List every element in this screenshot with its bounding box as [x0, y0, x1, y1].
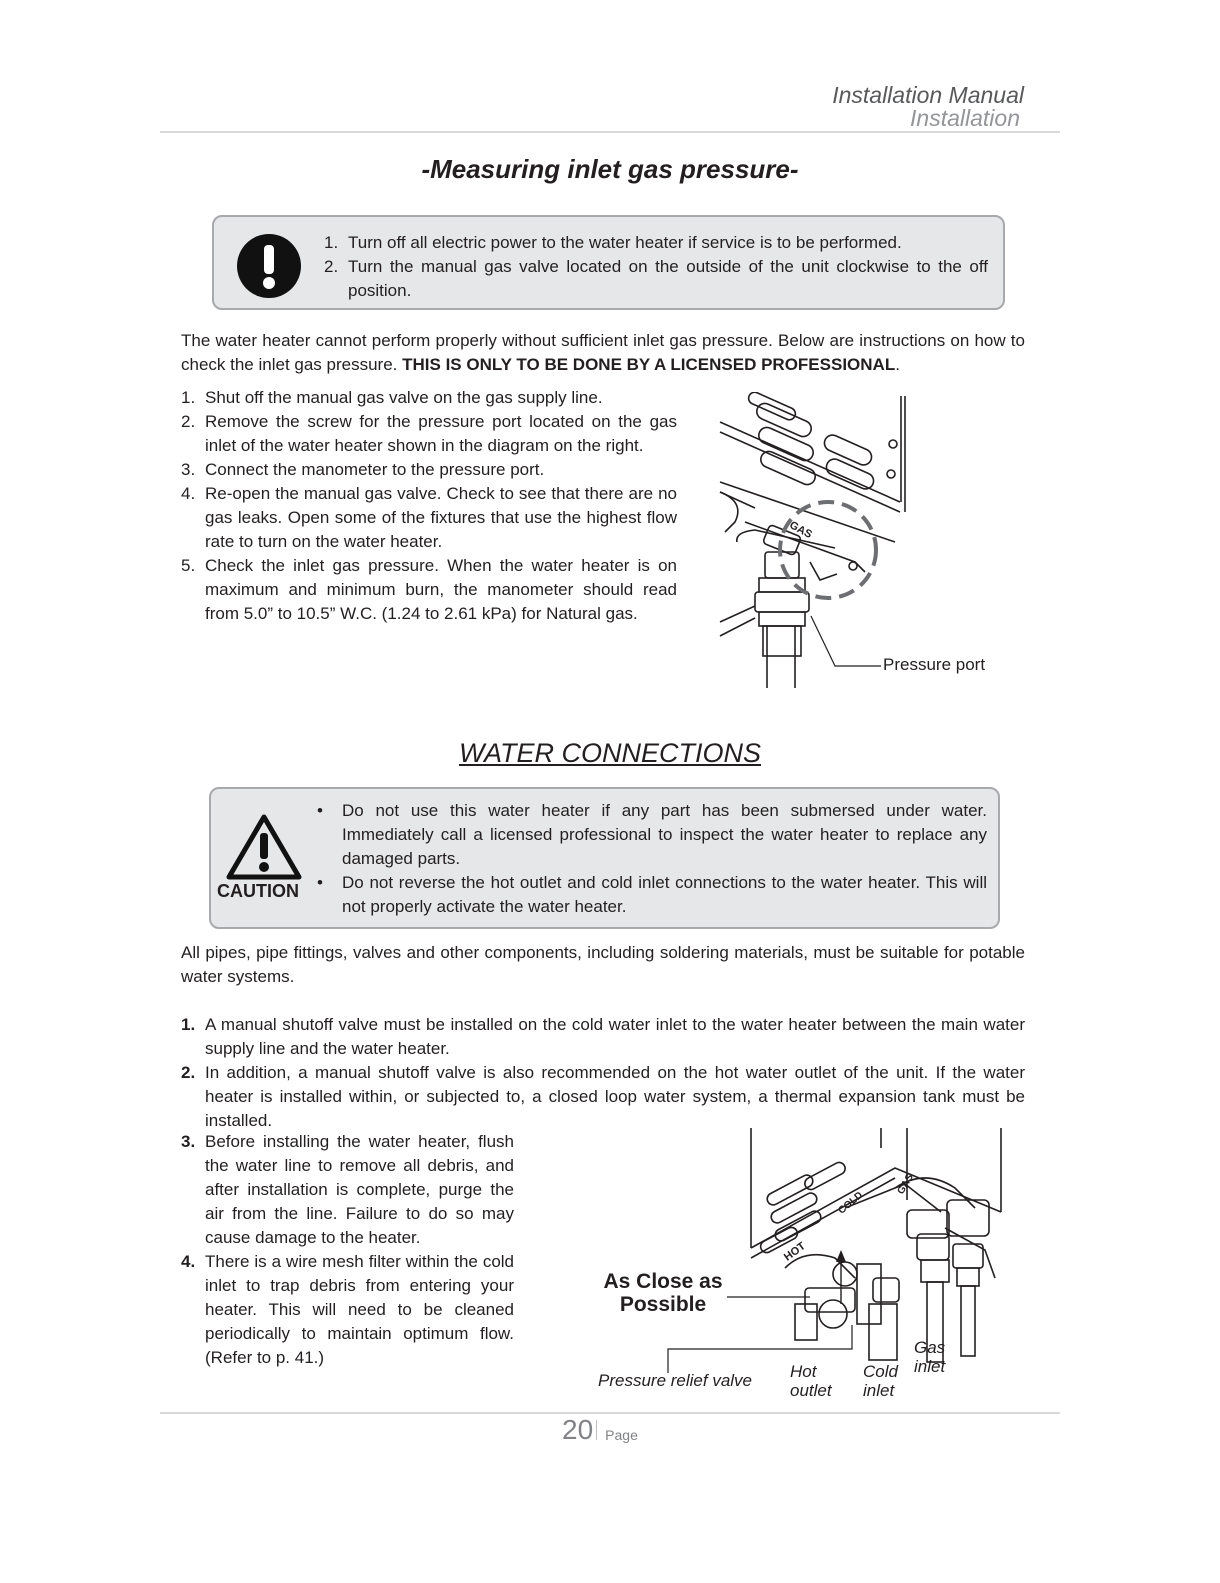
- gas-step: 1. Shut off the manual gas valve on the gas supply line.: [181, 388, 603, 407]
- caution-item: • Do not reverse the hot outlet and cold inlet connections to the water heater. This will not properly activate the water heater.: [317, 873, 987, 916]
- section-title-gas-pressure: -Measuring inlet gas pressure-: [421, 154, 799, 184]
- page-label: Page: [605, 1427, 638, 1443]
- cold-inlet-label: Cold inlet: [863, 1362, 898, 1400]
- caution-item: • Do not use this water heater if any part has been submersed under water. Immediately call a licensed professional to inspect the water heater to replace any damaged parts.: [317, 801, 987, 868]
- pressure-port-highlight: [780, 502, 876, 598]
- section-title-water-connections: WATER CONNECTIONS: [458, 738, 761, 768]
- warning-list: [324, 231, 988, 303]
- caution-list: [317, 799, 987, 919]
- warning-item: 1. Turn off all electric power to the water heater if service is to be performed.: [324, 233, 902, 252]
- water-step: 4. There is a wire mesh filter within the cold inlet to trap debris from entering your heater. This will need to be cleaned periodically to maintain optimum flow. (Refer to p. 41.): [181, 1252, 514, 1367]
- warning-box: [212, 215, 1005, 310]
- water-steps-list-continued: [181, 1130, 514, 1370]
- pressure-port-label: Pressure port: [883, 655, 986, 674]
- gas-stamp: GAS: [787, 519, 814, 542]
- licensed-warning: THIS IS ONLY TO BE DONE BY A LICENSED PROFESSIONAL: [402, 355, 896, 374]
- hot-outlet-label: Hot outlet: [790, 1362, 832, 1400]
- footer-divider: [596, 1420, 597, 1440]
- pressure-relief-valve-label: Pressure relief valve: [598, 1371, 753, 1390]
- pressure-port-leader: [811, 616, 881, 666]
- hot-stamp: HOT: [781, 1240, 808, 1264]
- exclamation-icon: [236, 233, 302, 299]
- water-intro-paragraph: All pipes, pipe fittings, valves and other components, including soldering materials, must be suitable for potable water systems.: [181, 943, 1025, 986]
- gas-steps-list: [181, 386, 677, 626]
- gas-step: 3. Connect the manometer to the pressure port.: [181, 460, 545, 479]
- water-step: 2. In addition, a manual shutoff valve is also recommended on the hot water outlet of the unit. If the water heater is installed within, or subjected to, a closed loop water system, a thermal expansion tank must be installed.: [181, 1063, 1025, 1130]
- gas-step: 5. Check the inlet gas pressure. When the water heater is on maximum and minimum burn, the manometer should read from 5.0” to 10.5” W.C. (1.24 to 2.61 kPa) for Natural gas.: [181, 556, 677, 623]
- pressure-port-diagram: [715, 392, 915, 692]
- caution-label: CAUTION: [217, 881, 299, 901]
- gas-intro-paragraph: The water heater cannot perform properly without sufficient inlet gas pressure. Below are instructions on how to check the inlet gas pressure. THIS IS ONLY TO BE DONE BY A LICENSED PROFESSIONAL.: [181, 331, 1025, 374]
- header-rule: [160, 131, 1060, 133]
- gas-stamp-2: GAS: [895, 1172, 916, 1197]
- gas-inlet-label: Gas inlet: [914, 1338, 946, 1376]
- gas-step: 2. Remove the screw for the pressure port located on the gas inlet of the water heater shown in the diagram on the right.: [181, 412, 677, 455]
- header-subtitle: Installation: [910, 105, 1020, 131]
- caution-box: [209, 787, 1000, 929]
- page-footer: [562, 1410, 638, 1446]
- as-close-as-possible-label: As Close as Possible: [603, 1270, 723, 1316]
- warning-item: 2. Turn the manual gas valve located on the outside of the unit clockwise to the off position.: [324, 257, 988, 300]
- water-steps-list: [181, 1013, 1025, 1133]
- water-step: 3. Before installing the water heater, flush the water line to remove all debris, and after installation is complete, purge the air from the line. Failure to do so may cause damage to the heater.: [181, 1132, 514, 1247]
- water-step: 1. A manual shutoff valve must be installed on the cold water inlet to the water heater between the main water supply line and the water heater.: [181, 1015, 1025, 1058]
- page-number: 20: [562, 1414, 594, 1445]
- caution-triangle-icon: [226, 813, 302, 881]
- cold-stamp: COLD: [836, 1189, 866, 1217]
- header-title: Installation Manual: [832, 82, 1024, 108]
- gas-step: 4. Re-open the manual gas valve. Check to see that there are no gas leaks. Open some of the fixtures that use the highest flow rate to turn on the water heater.: [181, 484, 677, 551]
